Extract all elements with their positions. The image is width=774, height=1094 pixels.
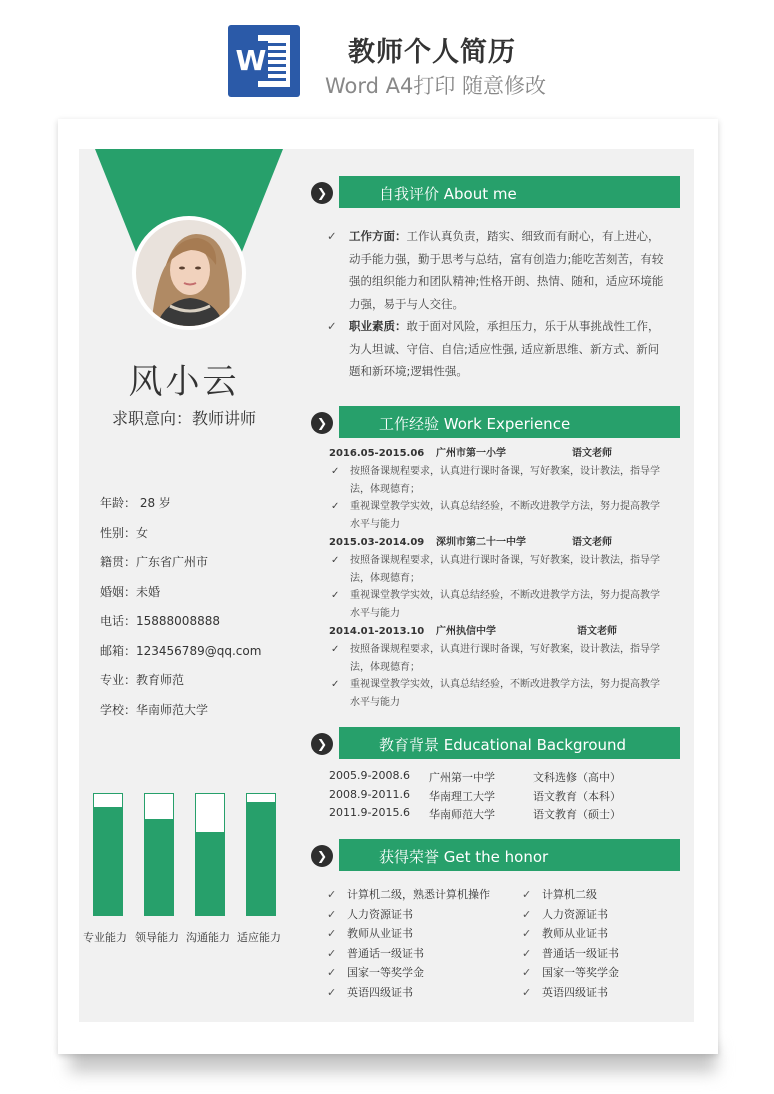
skill-bar — [195, 793, 225, 916]
honor-item — [522, 945, 712, 965]
section-work-title: 工作经验 Work Experience — [379, 415, 571, 433]
info-school: 学校：华南师范大学 — [100, 702, 209, 717]
honor-item — [522, 906, 712, 926]
check-icon: ✓ — [327, 946, 337, 960]
check-icon: ✓ — [327, 888, 337, 901]
duty-text: 重视课堂教学实效，认真总结经验，不断改进教学方法，努力提高教学水平与能力 — [350, 590, 660, 620]
honor-column-right — [522, 886, 712, 1004]
resume-page — [58, 119, 718, 1054]
skill-bar-fill — [247, 802, 275, 915]
job-duty — [329, 552, 669, 588]
about-label: 职业素质： — [349, 319, 407, 333]
job-role: 语文老师 — [577, 625, 617, 637]
about-item — [327, 225, 669, 315]
arrow-right-icon: ❯ — [311, 733, 333, 755]
info-hometown: 籍贯：广东省广州市 — [100, 555, 209, 569]
skill-bar — [144, 793, 174, 916]
honor-text: 国家一等奖学金 — [347, 966, 424, 980]
page-title: 教师个人简历 — [348, 37, 516, 68]
section-honor-title: 获得荣誉 Get the honor — [379, 848, 549, 866]
edu-school: 华南师范大学 — [429, 808, 495, 822]
check-icon: ✓ — [327, 966, 337, 980]
honor-item — [522, 984, 712, 1004]
check-icon: ✓ — [327, 319, 337, 333]
profile-photo — [136, 220, 242, 326]
job-duty — [329, 587, 669, 623]
job-org: 广州市第一小学 — [436, 448, 506, 459]
skill-bar-fill — [196, 832, 224, 915]
job-header — [329, 534, 669, 552]
check-icon: ✓ — [327, 907, 337, 921]
check-icon: ✓ — [331, 501, 340, 513]
job-duty — [329, 463, 669, 499]
job-duty — [329, 641, 669, 677]
honor-item — [327, 984, 517, 1004]
skill-bar-fill — [145, 819, 173, 915]
info-email: 邮箱：123456789@qq.com — [100, 643, 262, 658]
check-icon: ✓ — [522, 966, 532, 980]
check-icon: ✓ — [331, 590, 340, 602]
education-row — [329, 806, 659, 825]
resume-body — [79, 149, 694, 1022]
honor-item — [327, 925, 517, 945]
edu-school: 华南理工大学 — [429, 789, 495, 803]
section-about-title: 自我评价 About me — [379, 185, 517, 203]
honor-text: 人力资源证书 — [542, 907, 608, 921]
honor-item — [522, 925, 712, 945]
duty-text: 重视课堂教学实效，认真总结经验，不断改进教学方法，努力提高教学水平与能力 — [350, 501, 660, 531]
education-row — [329, 788, 659, 807]
info-gender: 性别：女 — [100, 525, 149, 540]
honor-item — [327, 886, 517, 906]
section-education-title: 教育背景 Educational Background — [379, 736, 627, 754]
about-text: 工作认真负责，踏实、细致而有耐心，有上进心，动手能力强，勤于思考与总结，富有创造力;能吃苦刻苦，有较强的组织能力和团队精神;性格开朗、热情、随和，适应环境能力强，易于与人交往。 — [349, 229, 664, 311]
check-icon: ✓ — [522, 946, 532, 960]
honor-text: 普通话一级证书 — [347, 946, 424, 960]
check-icon: ✓ — [331, 643, 340, 655]
edu-major: 语文教育（本科） — [533, 789, 621, 803]
job-period: 2014.01-2013.10 — [329, 625, 425, 637]
skill-label: 适应能力 — [237, 931, 281, 944]
arrow-right-icon: ❯ — [311, 845, 333, 867]
edu-period: 2008.9-2011.6 — [329, 787, 410, 801]
job-org: 深圳市第二十一中学 — [436, 536, 526, 548]
job-role: 语文老师 — [572, 448, 612, 459]
job-header — [329, 445, 669, 463]
honor-item — [522, 886, 712, 906]
check-icon: ✓ — [522, 888, 532, 901]
edu-period: 2011.9-2015.6 — [329, 806, 410, 820]
job-intent: 求职意向：教师讲师 — [111, 409, 256, 428]
check-icon: ✓ — [522, 927, 532, 941]
job-entry — [329, 623, 669, 712]
section-education-header — [311, 727, 680, 759]
honor-text: 教师从业证书 — [347, 927, 413, 941]
duty-text: 按照备课规程要求，认真进行课时备课，写好教案，设计教法，指导学法，体现德育； — [350, 465, 660, 495]
section-honor-header — [311, 839, 680, 871]
honor-item — [327, 945, 517, 965]
education-row — [329, 769, 659, 788]
info-age: 年龄： 28 岁 — [100, 496, 171, 510]
honor-text: 计算机二级，熟悉计算机操作 — [347, 888, 490, 901]
personal-info — [100, 494, 261, 730]
word-letter: W — [234, 41, 268, 81]
honor-item — [327, 906, 517, 926]
duty-text: 重视课堂教学实效，认真总结经验，不断改进教学方法，努力提高教学水平与能力 — [350, 679, 660, 709]
job-duty — [329, 498, 669, 534]
skill-bar — [246, 793, 276, 916]
job-org: 广州执信中学 — [436, 625, 496, 637]
skill-label: 专业能力 — [83, 931, 127, 944]
edu-major: 文科选修（高中） — [533, 771, 621, 784]
edu-period: 2005.9-2008.6 — [329, 769, 410, 782]
edu-major: 语文教育（硕士） — [533, 808, 621, 822]
check-icon: ✓ — [522, 985, 532, 999]
word-logo-icon — [228, 25, 300, 97]
honor-column-left — [327, 886, 517, 1004]
education-list — [329, 769, 659, 825]
info-phone: 电话：15888008888 — [100, 614, 220, 628]
check-icon: ✓ — [327, 229, 337, 243]
honor-text: 英语四级证书 — [347, 985, 413, 999]
honor-text: 英语四级证书 — [542, 985, 608, 999]
job-role: 语文老师 — [572, 536, 612, 548]
info-major: 专业：教育师范 — [100, 673, 185, 687]
job-duty — [329, 676, 669, 712]
section-about-header — [311, 176, 680, 208]
skill-label: 沟通能力 — [186, 931, 230, 944]
job-header — [329, 623, 669, 641]
honor-text: 教师从业证书 — [542, 927, 608, 941]
job-entry — [329, 445, 669, 534]
section-work-header — [311, 406, 680, 438]
honor-text: 普通话一级证书 — [542, 946, 619, 960]
edu-school: 广州第一中学 — [429, 771, 495, 784]
check-icon: ✓ — [331, 679, 340, 691]
check-icon: ✓ — [331, 554, 340, 566]
about-item — [327, 315, 669, 383]
honor-text: 国家一等奖学金 — [542, 966, 619, 980]
about-list — [327, 225, 669, 383]
info-marital: 婚姻：未婚 — [100, 584, 161, 599]
honor-text: 人力资源证书 — [347, 907, 413, 921]
job-entry — [329, 534, 669, 623]
arrow-right-icon: ❯ — [311, 412, 333, 434]
candidate-name: 风小云 — [128, 362, 240, 402]
skill-bar — [93, 793, 123, 916]
honor-item — [522, 964, 712, 984]
check-icon: ✓ — [327, 927, 337, 941]
about-label: 工作方面： — [349, 229, 407, 243]
duty-text: 按照备课规程要求，认真进行课时备课，写好教案，设计教法，指导学法，体现德育； — [350, 643, 660, 673]
skill-bar-fill — [94, 807, 122, 915]
page-subtitle: Word A4打印 随意修改 — [325, 74, 547, 98]
avatar — [132, 216, 246, 330]
check-icon: ✓ — [327, 985, 337, 999]
skill-label: 领导能力 — [135, 931, 179, 944]
arrow-right-icon: ❯ — [311, 182, 333, 204]
check-icon: ✓ — [331, 465, 340, 477]
honor-text: 计算机二级 — [542, 888, 597, 901]
check-icon: ✓ — [522, 907, 532, 921]
honor-item — [327, 964, 517, 984]
job-period: 2016.05-2015.06 — [329, 448, 425, 459]
job-period: 2015.03-2014.09 — [329, 536, 425, 548]
about-text: 敢于面对风险，承担压力，乐于从事挑战性工作，为人坦诚、守信、自信;适应性强, 适应新思维、新方式、新问题和新环境;逻辑性强。 — [349, 319, 660, 378]
work-list — [329, 445, 669, 712]
duty-text: 按照备课规程要求，认真进行课时备课，写好教案，设计教法，指导学法，体现德育； — [350, 554, 660, 584]
